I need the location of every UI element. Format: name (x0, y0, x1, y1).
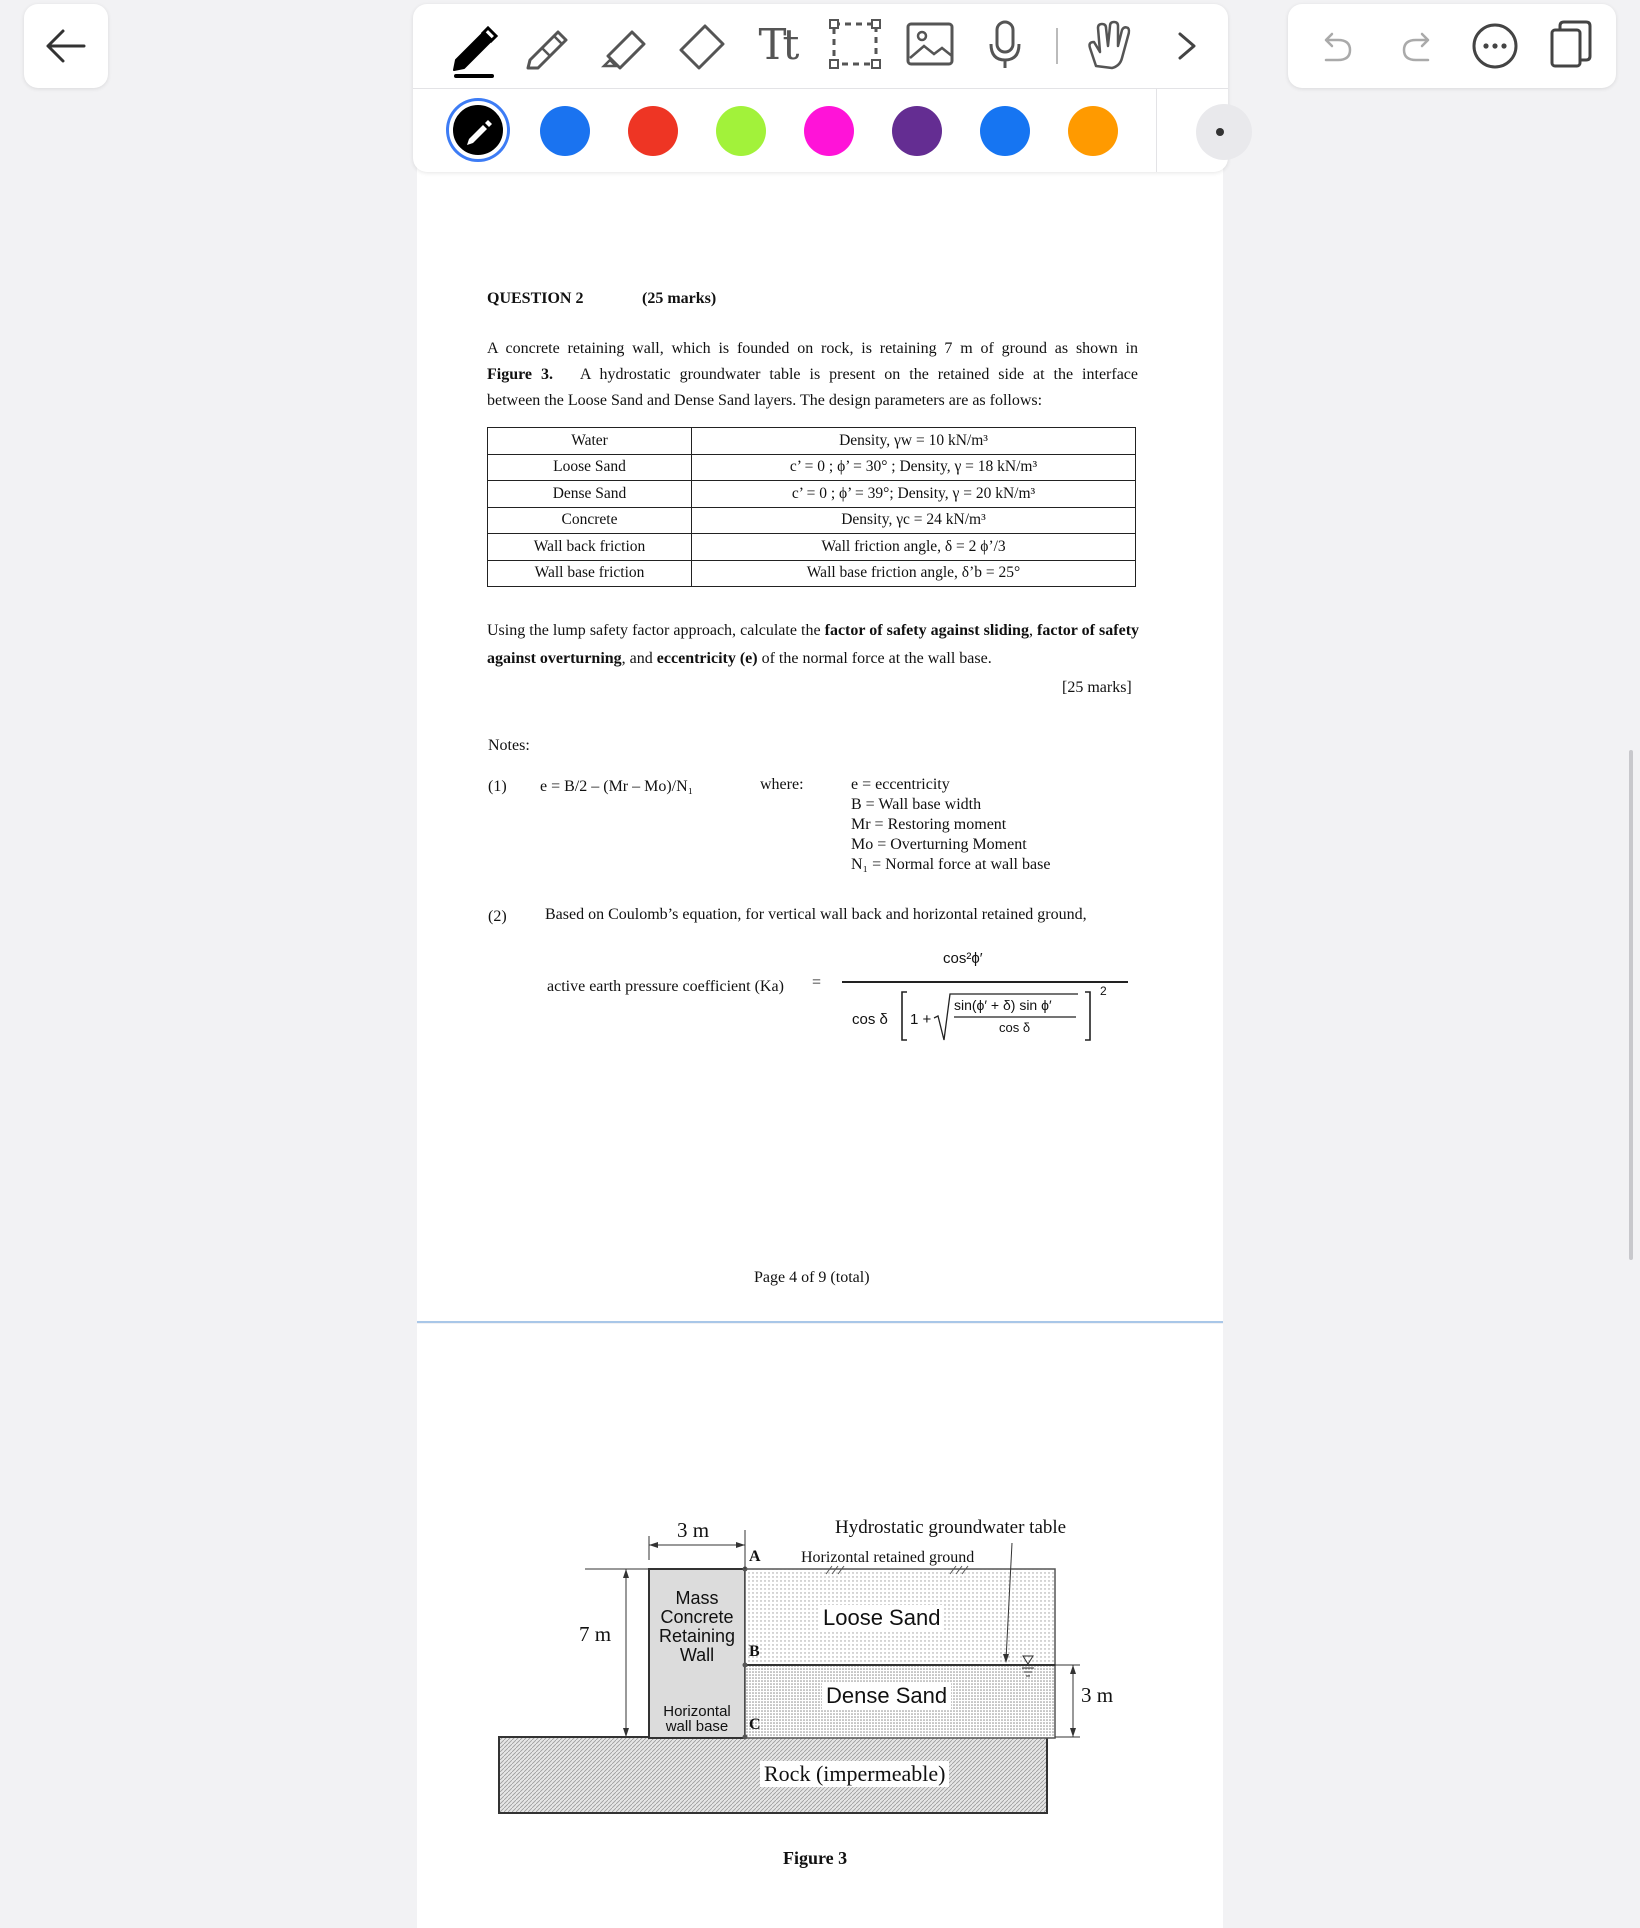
param-value-cell: c’ = 0 ; ϕ’ = 30° ; Density, γ = 18 kN/m³ (692, 454, 1136, 481)
pen-edit-icon (453, 105, 503, 155)
label-wall-line-2: Concrete (660, 1607, 734, 1627)
color-swatch-blue-2[interactable] (980, 106, 1030, 156)
task-text-4: of the normal force at the wall base. (757, 650, 992, 667)
text-icon: Tt (758, 19, 796, 69)
page-separator (417, 1321, 1223, 1323)
table-row (488, 481, 1136, 508)
color-swatch-black-selected[interactable] (449, 101, 507, 159)
label-wall-base (649, 1704, 745, 1734)
eraser-icon (675, 18, 729, 70)
arrow-left-icon (24, 4, 108, 88)
dim-water-depth: 3 m (1081, 1683, 1114, 1707)
text-tool-button[interactable] (750, 18, 804, 70)
param-material-cell: Wall back friction (488, 534, 692, 561)
point-c: C (749, 1716, 761, 1733)
color-swatch-lime[interactable] (716, 106, 766, 156)
table-row (488, 507, 1136, 534)
image-icon (904, 18, 958, 70)
label-wall-line-1: Mass (675, 1588, 719, 1608)
more-icon (1470, 20, 1520, 72)
question-heading: QUESTION 2 (487, 290, 584, 307)
more-tools-button[interactable] (1166, 22, 1208, 70)
pen-tool-button[interactable] (448, 18, 502, 80)
intro-line-3: between the Loose Sand and Dense Sand layers. The design parameters are as follows: (487, 392, 1043, 409)
palette-divider (1156, 89, 1157, 172)
more-options-button[interactable] (1470, 20, 1520, 72)
more-colors-button[interactable] (1196, 104, 1252, 160)
param-value-cell: Density, γc = 24 kN/m³ (692, 507, 1136, 534)
label-loose-sand: Loose Sand (819, 1605, 944, 1631)
intro-line-2-text: A hydrostatic groundwater table is present on the retained side at the interface (579, 366, 1139, 383)
page-number: Page 4 of 9 (total) (754, 1269, 870, 1286)
label-base-line-1: Horizontal (663, 1703, 731, 1720)
question-task (487, 617, 1139, 673)
note-1-where: where: (760, 776, 804, 793)
eraser-tool-button[interactable] (675, 18, 729, 70)
task-overturning: factor of safety against overturning (487, 622, 1140, 667)
notes-title: Notes: (488, 737, 530, 754)
color-swatch-orange[interactable] (1068, 106, 1118, 156)
chevron-right-icon (1166, 22, 1208, 70)
back-button[interactable] (24, 4, 108, 88)
ka-label: active earth pressure coefficient (Ka) (547, 978, 784, 995)
table-row (488, 428, 1136, 455)
eccentricity-formula: e = B/2 – (Mr – Mo)/N₁ (540, 778, 694, 795)
param-material-cell: Dense Sand (488, 481, 692, 508)
color-swatch-magenta[interactable] (804, 106, 854, 156)
color-swatch-purple[interactable] (892, 106, 942, 156)
task-marks: [25 marks] (1062, 679, 1132, 696)
task-text-2: , (1028, 622, 1038, 639)
table-row (488, 560, 1136, 587)
label-rock: Rock (impermeable) (760, 1761, 949, 1787)
vertical-scrollbar[interactable] (1629, 750, 1633, 1260)
ka-cos-delta: cos δ (852, 1011, 888, 1028)
label-groundwater-table: Hydrostatic groundwater table (835, 1517, 1067, 1538)
def-b: B = Wall base width (851, 796, 982, 813)
param-material-cell: Wall base friction (488, 560, 692, 587)
pencil-tool-button[interactable] (522, 18, 576, 70)
undo-button[interactable] (1312, 20, 1360, 72)
param-material-cell: Loose Sand (488, 454, 692, 481)
param-material-cell: Concrete (488, 507, 692, 534)
color-swatch-blue[interactable] (540, 106, 590, 156)
microphone-icon (979, 18, 1033, 70)
point-a: A (749, 1548, 761, 1565)
ka-equals: = (812, 974, 822, 991)
point-b: B (749, 1643, 760, 1660)
task-text-1: Using the lump safety factor approach, calculate the (487, 622, 825, 639)
color-swatch-red[interactable] (628, 106, 678, 156)
label-wall-line-4: Wall (679, 1645, 715, 1665)
hand-touch-icon (1082, 18, 1136, 70)
param-value-cell: Density, γw = 10 kN/m³ (692, 428, 1136, 455)
question-intro (487, 336, 1138, 414)
label-retained-ground: Horizontal retained ground (801, 1549, 975, 1566)
design-parameters-table (487, 427, 1136, 587)
table-row (488, 454, 1136, 481)
page-4-sheet (417, 150, 1223, 1322)
intro-line-1: A concrete retaining wall, which is founded on rock, is retaining 7 m of ground as shown in (487, 340, 1138, 357)
ka-exponent: 2 (1100, 984, 1107, 998)
ka-one-plus: 1 + (910, 1011, 932, 1028)
param-value-cell: c’ = 0 ; ϕ’ = 39°; Density, γ = 20 kN/m³ (692, 481, 1136, 508)
param-value-cell: Wall friction angle, δ = 2 ϕ’/3 (692, 534, 1136, 561)
param-value-cell: Wall base friction angle, δ’b = 25° (692, 560, 1136, 587)
def-e: e = eccentricity (851, 776, 950, 793)
lasso-select-button[interactable] (828, 18, 882, 70)
table-row (488, 534, 1136, 561)
task-sliding: factor of safety against sliding (824, 622, 1029, 639)
dim-wall-height: 7 m (579, 1622, 612, 1646)
touch-mode-button[interactable] (1082, 18, 1136, 70)
task-eccentricity: eccentricity (e) (656, 650, 758, 667)
def-mo: Mo = Overturning Moment (851, 836, 1027, 853)
note-2-label: (2) (488, 908, 507, 925)
ka-inner-denominator: cos δ (999, 1020, 1031, 1035)
label-base-line-2: wall base (665, 1718, 729, 1735)
note-1-definitions (851, 775, 1050, 875)
param-material-cell: Water (488, 428, 692, 455)
pencil-icon (522, 18, 576, 70)
task-text-3: , and (621, 650, 657, 667)
pages-icon (1546, 18, 1596, 72)
toolbar-divider (413, 88, 1228, 89)
figure-caption: Figure 3 (783, 1848, 848, 1868)
note-2-text: Based on Coulomb’s equation, for vertical wall back and horizontal retained ground, (545, 906, 1087, 923)
lasso-select-icon (828, 18, 882, 70)
image-insert-button[interactable] (904, 18, 958, 70)
def-n1: N₁ = Normal force at wall base (851, 856, 1051, 873)
label-wall (649, 1589, 745, 1665)
def-mr: Mr = Restoring moment (851, 816, 1007, 833)
toolbar-separator (1056, 28, 1058, 64)
microphone-button[interactable] (979, 18, 1033, 70)
redo-icon (1394, 20, 1442, 72)
pages-button[interactable] (1546, 18, 1596, 72)
redo-button[interactable] (1394, 20, 1442, 72)
ka-fraction-line (842, 981, 1128, 983)
highlighter-icon (598, 18, 652, 70)
dim-wall-width: 3 m (677, 1518, 710, 1542)
figure-reference: Figure 3. (487, 366, 553, 383)
question-marks: (25 marks) (642, 290, 717, 307)
undo-icon (1312, 20, 1360, 72)
note-1-label: (1) (488, 778, 507, 795)
intro-line-2 (487, 362, 1138, 388)
label-wall-line-3: Retaining (658, 1626, 736, 1646)
highlighter-tool-button[interactable] (598, 18, 652, 70)
label-dense-sand: Dense Sand (822, 1683, 951, 1709)
pen-icon (448, 18, 502, 80)
dot-icon (1216, 128, 1224, 136)
ka-inner-numerator: sin(ϕ′ + δ) sin ϕ′ (954, 997, 1052, 1013)
ka-numerator: cos²ϕ′ (943, 950, 983, 967)
